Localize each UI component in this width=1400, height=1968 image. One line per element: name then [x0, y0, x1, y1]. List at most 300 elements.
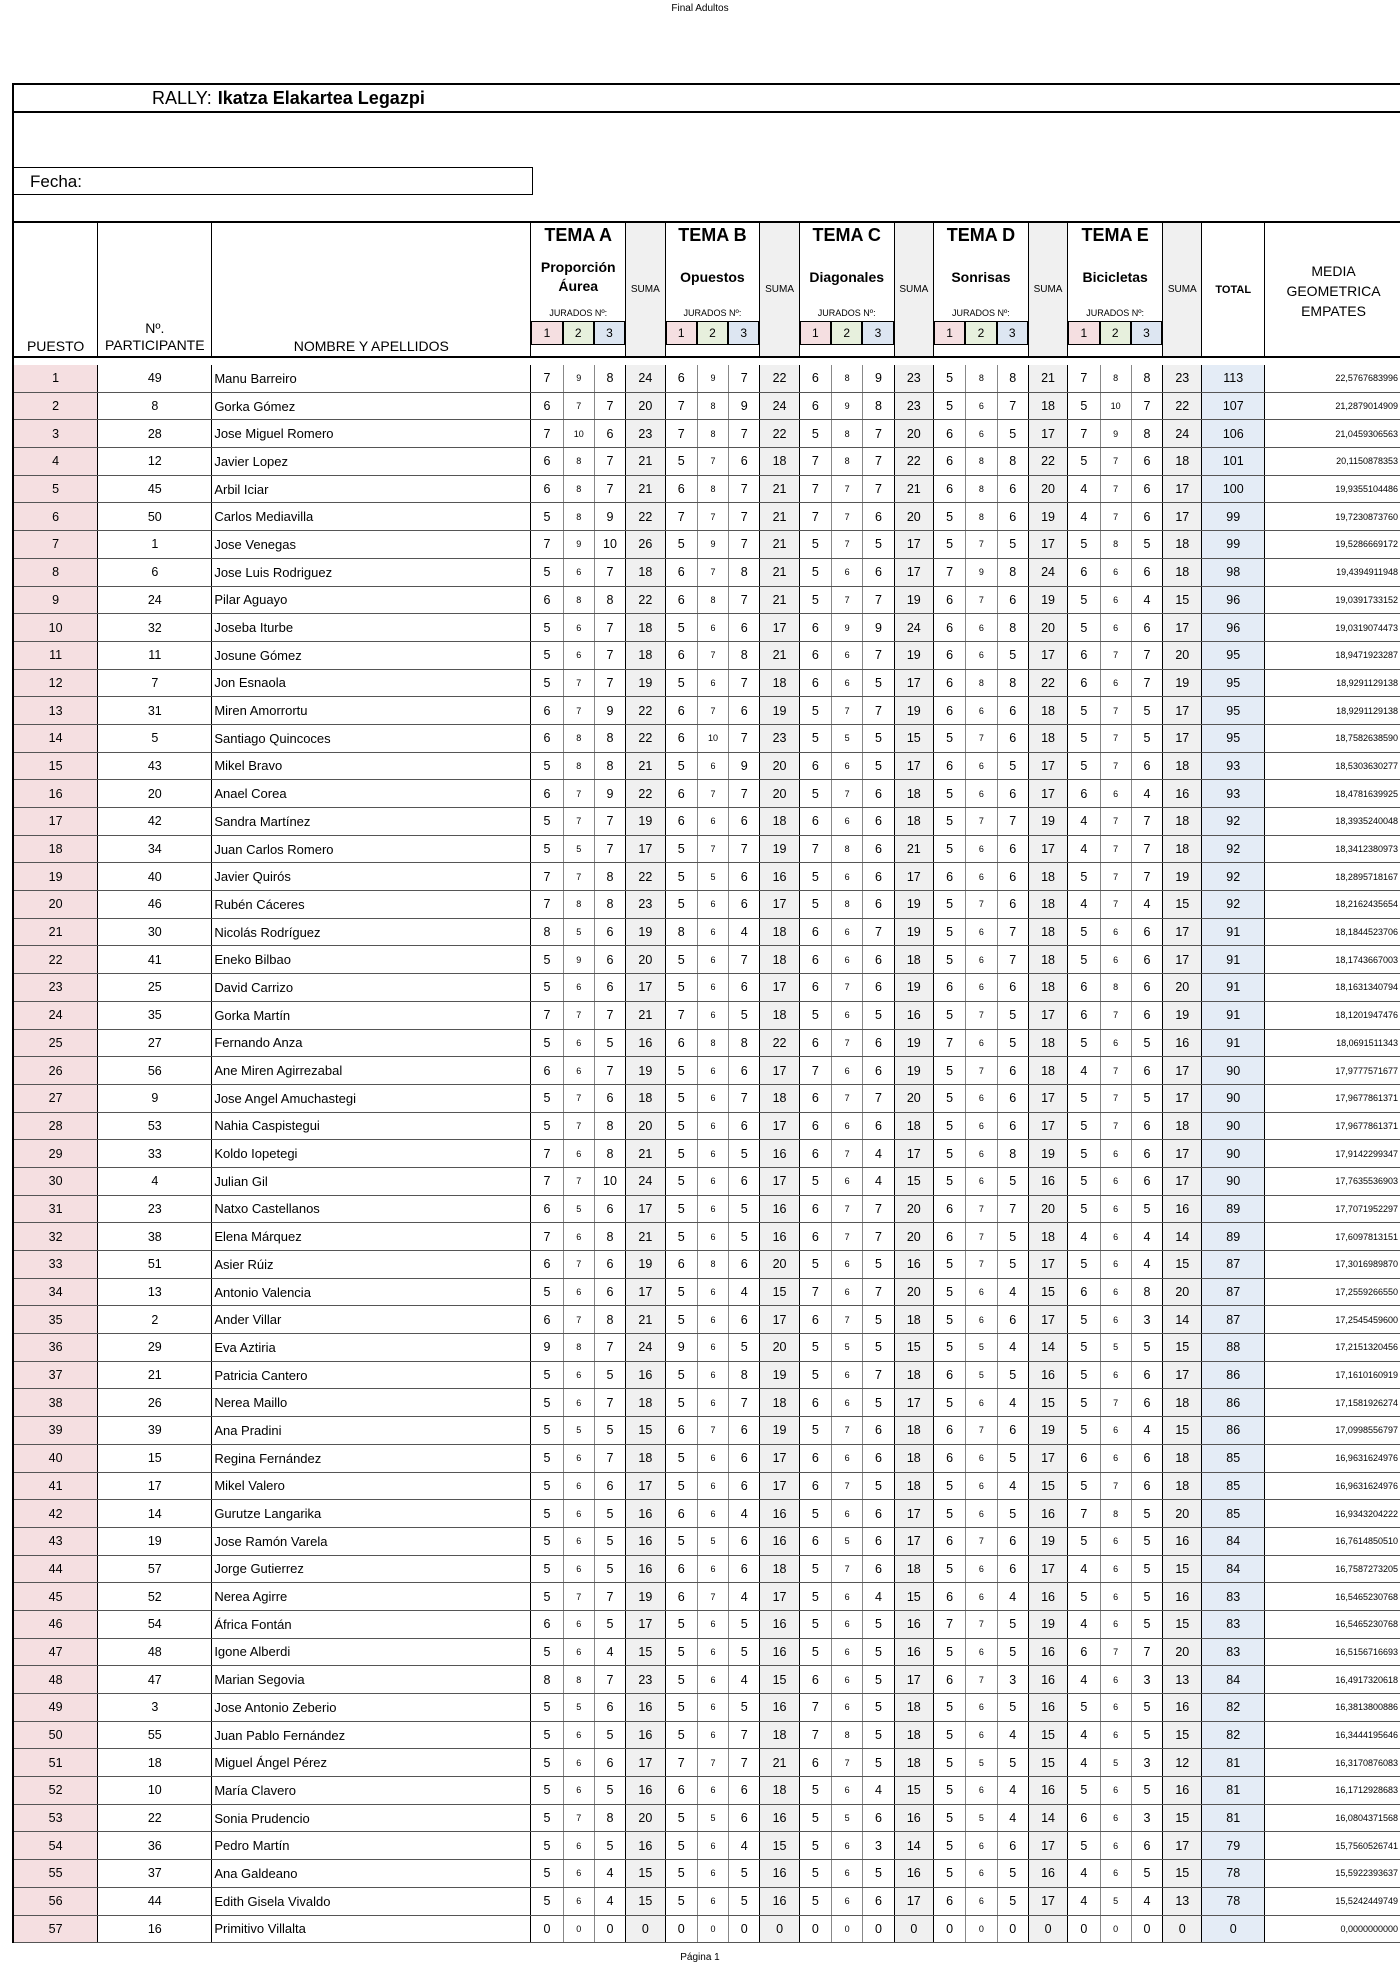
nombre-cell: Jose Antonio Zeberio — [212, 1694, 531, 1722]
juror-score-cell: 5 — [799, 891, 831, 919]
media-cell: 17,2151320456 — [1265, 1334, 1400, 1362]
juror-score-cell: 3 — [997, 1666, 1028, 1694]
suma-cell: 17 — [1163, 946, 1202, 974]
suma-cell: 17 — [760, 1583, 799, 1611]
juror-score-cell: 6 — [729, 1777, 760, 1805]
puesto-cell: 45 — [14, 1583, 98, 1611]
nombre-cell: Jorge Gutierrez — [212, 1555, 531, 1583]
juror-score-cell: 7 — [832, 1417, 863, 1445]
juror-score-cell: 5 — [531, 752, 563, 780]
juror-score-cell: 5 — [799, 586, 831, 614]
juror-score-cell: 6 — [1100, 558, 1131, 586]
juror-score-cell: 5 — [531, 1555, 563, 1583]
juror-score-cell: 9 — [966, 558, 997, 586]
juror-3-header: 3 — [1131, 321, 1162, 345]
juror-score-cell: 8 — [697, 1251, 728, 1279]
juror-score-cell: 6 — [933, 697, 965, 725]
participante-cell: 10 — [98, 1777, 212, 1805]
juror-score-cell: 7 — [563, 392, 594, 420]
juror-score-cell: 7 — [863, 641, 894, 669]
table-row — [14, 531, 1400, 559]
juror-score-cell: 5 — [594, 1029, 625, 1057]
juror-score-cell: 4 — [1068, 475, 1100, 503]
juror-score-cell: 6 — [933, 1223, 965, 1251]
suma-cell: 16 — [1028, 1860, 1067, 1888]
nombre-cell: Fernando Anza — [212, 1029, 531, 1057]
suma-cell: 17 — [1028, 780, 1067, 808]
juror-score-cell: 5 — [665, 752, 697, 780]
juror-score-cell: 6 — [933, 1887, 965, 1915]
juror-score-cell: 4 — [1068, 1666, 1100, 1694]
juror-score-cell: 6 — [832, 752, 863, 780]
nombre-cell: Juan Carlos Romero — [212, 835, 531, 863]
juror-score-cell: 6 — [799, 614, 831, 642]
juror-score-cell: 7 — [665, 392, 697, 420]
suma-cell: 18 — [894, 780, 933, 808]
table-row — [14, 1777, 1400, 1805]
juror-score-cell: 5 — [1131, 531, 1162, 559]
juror-score-cell: 5 — [665, 1057, 697, 1085]
media-cell: 21,2879014909 — [1265, 392, 1400, 420]
juror-score-cell: 6 — [729, 808, 760, 836]
juror-score-cell: 6 — [966, 1140, 997, 1168]
table-row — [14, 752, 1400, 780]
juror-score-cell: 6 — [665, 558, 697, 586]
puesto-cell: 21 — [14, 918, 98, 946]
juror-score-cell: 6 — [697, 1140, 728, 1168]
suma-cell: 21 — [760, 586, 799, 614]
juror-score-cell: 5 — [997, 1444, 1028, 1472]
juror-score-cell: 6 — [966, 420, 997, 448]
juror-score-cell: 6 — [697, 1694, 728, 1722]
suma-cell: 16 — [626, 1694, 665, 1722]
juror-score-cell: 7 — [594, 392, 625, 420]
suma-cell: 16 — [1028, 1500, 1067, 1528]
media-cell: 16,4917320618 — [1265, 1666, 1400, 1694]
juror-score-cell: 5 — [594, 1361, 625, 1389]
tema-c-title: TEMA C — [812, 225, 881, 245]
media-cell: 16,0804371568 — [1265, 1804, 1400, 1832]
juror-score-cell: 6 — [1131, 558, 1162, 586]
juror-score-cell: 6 — [799, 808, 831, 836]
juror-score-cell: 6 — [1131, 1140, 1162, 1168]
juror-score-cell: 5 — [1068, 752, 1100, 780]
suma-cell: 18 — [760, 1777, 799, 1805]
juror-score-cell: 6 — [729, 1251, 760, 1279]
table-row — [14, 475, 1400, 503]
nombre-cell: Gurutze Langarika — [212, 1500, 531, 1528]
col-media-label: MEDIA GEOMETRICA EMPATES — [1286, 263, 1381, 319]
juror-score-cell: 5 — [799, 1638, 831, 1666]
juror-score-cell: 5 — [1131, 1721, 1162, 1749]
juror-score-cell: 7 — [594, 558, 625, 586]
suma-cell: 18 — [760, 1084, 799, 1112]
suma-cell: 18 — [1028, 392, 1067, 420]
suma-cell: 16 — [1028, 1666, 1067, 1694]
media-cell: 18,7582638590 — [1265, 724, 1400, 752]
juror-score-cell: 5 — [933, 1140, 965, 1168]
suma-cell: 22 — [760, 1029, 799, 1057]
juror-score-cell: 6 — [997, 1417, 1028, 1445]
juror-score-cell: 6 — [697, 1195, 728, 1223]
media-cell: 18,2162435654 — [1265, 891, 1400, 919]
results-body — [14, 365, 1400, 1943]
juror-score-cell: 7 — [1100, 697, 1131, 725]
suma-cell: 21 — [894, 835, 933, 863]
juror-score-cell: 6 — [933, 641, 965, 669]
juror-score-cell: 5 — [665, 1278, 697, 1306]
juror-score-cell: 6 — [729, 1444, 760, 1472]
juror-score-cell: 5 — [933, 1777, 965, 1805]
juror-score-cell: 6 — [1068, 1804, 1100, 1832]
juror-score-cell: 5 — [933, 835, 965, 863]
juror-score-cell: 6 — [933, 475, 965, 503]
suma-cell: 20 — [894, 1195, 933, 1223]
juror-score-cell: 5 — [594, 1832, 625, 1860]
nombre-cell: Josune Gómez — [212, 641, 531, 669]
juror-score-cell: 6 — [933, 586, 965, 614]
juror-score-cell: 6 — [1068, 1278, 1100, 1306]
juror-score-cell: 6 — [729, 974, 760, 1002]
juror-score-cell: 5 — [1131, 1555, 1162, 1583]
suma-cell: 18 — [1028, 1029, 1067, 1057]
juror-score-cell: 4 — [997, 1583, 1028, 1611]
suma-cell: 18 — [626, 641, 665, 669]
juror-score-cell: 6 — [729, 1555, 760, 1583]
juror-score-cell: 5 — [832, 1804, 863, 1832]
juror-score-cell: 6 — [1131, 1167, 1162, 1195]
suma-cell: 21 — [626, 752, 665, 780]
total-cell: 95 — [1202, 669, 1265, 697]
media-cell: 17,3016989870 — [1265, 1251, 1400, 1279]
nombre-cell: Nahia Caspistegui — [212, 1112, 531, 1140]
juror-score-cell: 4 — [594, 1887, 625, 1915]
juror-score-cell: 6 — [594, 1084, 625, 1112]
juror-score-cell: 6 — [1131, 946, 1162, 974]
juror-score-cell: 0 — [665, 1915, 697, 1943]
juror-score-cell: 5 — [697, 1527, 728, 1555]
media-cell: 16,3170876083 — [1265, 1749, 1400, 1777]
juror-score-cell: 6 — [594, 1251, 625, 1279]
suma-cell: 17 — [894, 863, 933, 891]
juror-score-cell: 7 — [799, 835, 831, 863]
juror-score-cell: 6 — [697, 1389, 728, 1417]
juror-score-cell: 8 — [729, 1029, 760, 1057]
juror-score-cell: 6 — [997, 1112, 1028, 1140]
media-cell: 19,9355104486 — [1265, 475, 1400, 503]
juror-score-cell: 6 — [1068, 558, 1100, 586]
participante-cell: 20 — [98, 780, 212, 808]
table-row — [14, 780, 1400, 808]
juror-score-cell: 8 — [966, 448, 997, 476]
juror-score-cell: 6 — [966, 1278, 997, 1306]
juror-score-cell: 6 — [697, 1777, 728, 1805]
juror-score-cell: 5 — [1068, 1472, 1100, 1500]
juror-score-cell: 9 — [863, 365, 894, 392]
suma-cell: 17 — [760, 974, 799, 1002]
suma-cell: 18 — [760, 1001, 799, 1029]
juror-score-cell: 7 — [697, 448, 728, 476]
juror-score-cell: 6 — [832, 1112, 863, 1140]
juror-score-cell: 6 — [933, 1195, 965, 1223]
juror-score-cell: 0 — [1100, 1915, 1131, 1943]
suma-cell: 15 — [626, 1417, 665, 1445]
juror-score-cell: 6 — [1131, 918, 1162, 946]
suma-cell: 19 — [1028, 808, 1067, 836]
juror-score-cell: 5 — [1100, 1887, 1131, 1915]
juror-score-cell: 6 — [863, 1887, 894, 1915]
juror-score-cell: 6 — [1131, 1057, 1162, 1085]
media-cell: 18,3412380973 — [1265, 835, 1400, 863]
suma-cell: 15 — [626, 1887, 665, 1915]
juror-score-cell: 6 — [1131, 448, 1162, 476]
total-cell: 106 — [1202, 420, 1265, 448]
juror-score-cell: 8 — [594, 1804, 625, 1832]
juror-score-cell: 5 — [863, 724, 894, 752]
juror-score-cell: 5 — [799, 724, 831, 752]
juror-score-cell: 7 — [832, 475, 863, 503]
juror-score-cell: 7 — [863, 697, 894, 725]
juror-score-cell: 5 — [563, 1694, 594, 1722]
juror-score-cell: 7 — [729, 503, 760, 531]
juror-score-cell: 6 — [563, 1721, 594, 1749]
juror-score-cell: 7 — [563, 808, 594, 836]
juror-score-cell: 6 — [729, 1417, 760, 1445]
juror-score-cell: 6 — [563, 1638, 594, 1666]
nombre-cell: Jose Venegas — [212, 531, 531, 559]
juror-score-cell: 6 — [665, 1583, 697, 1611]
juror-score-cell: 4 — [997, 1472, 1028, 1500]
suma-cell: 21 — [626, 475, 665, 503]
suma-cell: 20 — [1028, 475, 1067, 503]
juror-score-cell: 6 — [863, 974, 894, 1002]
juror-score-cell: 6 — [966, 1638, 997, 1666]
juror-score-cell: 4 — [1068, 835, 1100, 863]
juror-score-cell: 7 — [594, 475, 625, 503]
juror-score-cell: 5 — [1068, 724, 1100, 752]
juror-score-cell: 7 — [863, 918, 894, 946]
juror-score-cell: 6 — [1100, 1278, 1131, 1306]
juror-score-cell: 7 — [966, 1251, 997, 1279]
table-row — [14, 1832, 1400, 1860]
total-cell: 93 — [1202, 780, 1265, 808]
juror-score-cell: 5 — [997, 1029, 1028, 1057]
juror-score-cell: 5 — [799, 1251, 831, 1279]
juror-score-cell: 6 — [1100, 1583, 1131, 1611]
juror-score-cell: 6 — [697, 1223, 728, 1251]
juror-score-cell: 6 — [933, 1444, 965, 1472]
juror-score-cell: 6 — [697, 1306, 728, 1334]
juror-score-cell: 5 — [933, 1860, 965, 1888]
juror-score-cell: 7 — [563, 1167, 594, 1195]
juror-score-cell: 7 — [697, 558, 728, 586]
suma-cell: 17 — [626, 1278, 665, 1306]
nombre-cell: Eneko Bilbao — [212, 946, 531, 974]
juror-score-cell: 6 — [933, 1361, 965, 1389]
juror-score-cell: 5 — [1068, 1084, 1100, 1112]
table-row — [14, 392, 1400, 420]
juror-score-cell: 6 — [799, 365, 831, 392]
suma-cell: 17 — [1163, 724, 1202, 752]
juror-score-cell: 0 — [697, 1915, 728, 1943]
puesto-cell: 27 — [14, 1084, 98, 1112]
suma-cell: 20 — [1163, 1500, 1202, 1528]
suma-cell: 15 — [626, 1860, 665, 1888]
suma-cell: 16 — [760, 1638, 799, 1666]
juror-score-cell: 5 — [863, 1721, 894, 1749]
media-cell: 18,3935240048 — [1265, 808, 1400, 836]
nombre-cell: Ander Villar — [212, 1306, 531, 1334]
total-cell: 92 — [1202, 835, 1265, 863]
juror-score-cell: 6 — [531, 1306, 563, 1334]
fecha-field[interactable] — [14, 167, 533, 195]
juror-score-cell: 6 — [1068, 974, 1100, 1002]
juror-score-cell: 6 — [729, 1306, 760, 1334]
juror-score-cell: 8 — [594, 1112, 625, 1140]
total-cell: 90 — [1202, 1112, 1265, 1140]
suma-cell: 20 — [760, 752, 799, 780]
suma-cell: 18 — [626, 558, 665, 586]
suma-cell: 15 — [894, 1334, 933, 1362]
juror-score-cell: 5 — [832, 1527, 863, 1555]
juror-score-cell: 4 — [594, 1860, 625, 1888]
table-row — [14, 1195, 1400, 1223]
juror-score-cell: 7 — [665, 503, 697, 531]
nombre-cell: Ane Miren Agirrezabal — [212, 1057, 531, 1085]
suma-cell: 18 — [1028, 1057, 1067, 1085]
juror-score-cell: 9 — [832, 392, 863, 420]
puesto-cell: 52 — [14, 1777, 98, 1805]
table-row — [14, 1029, 1400, 1057]
total-cell: 99 — [1202, 531, 1265, 559]
suma-cell: 16 — [760, 863, 799, 891]
suma-cell: 24 — [626, 1167, 665, 1195]
juror-score-cell: 6 — [997, 1527, 1028, 1555]
media-cell: 16,7614850510 — [1265, 1527, 1400, 1555]
juror-score-cell: 5 — [863, 1001, 894, 1029]
nombre-cell: Natxo Castellanos — [212, 1195, 531, 1223]
juror-score-cell: 6 — [563, 1029, 594, 1057]
col-num-label: Nº. — [145, 320, 165, 336]
suma-cell: 18 — [894, 1721, 933, 1749]
total-cell: 85 — [1202, 1444, 1265, 1472]
suma-cell: 0 — [760, 1915, 799, 1943]
juror-score-cell: 4 — [1068, 1223, 1100, 1251]
juror-score-cell: 7 — [863, 1361, 894, 1389]
juror-score-cell: 4 — [1068, 1887, 1100, 1915]
total-cell: 85 — [1202, 1500, 1265, 1528]
juror-score-cell: 4 — [1131, 1417, 1162, 1445]
puesto-cell: 1 — [14, 365, 98, 392]
table-row — [14, 1251, 1400, 1279]
suma-cell: 15 — [760, 1666, 799, 1694]
suma-cell: 19 — [894, 974, 933, 1002]
juror-score-cell: 5 — [729, 1223, 760, 1251]
juror-score-cell: 7 — [531, 863, 563, 891]
total-cell: 78 — [1202, 1887, 1265, 1915]
total-cell: 86 — [1202, 1389, 1265, 1417]
juror-score-cell: 7 — [832, 586, 863, 614]
juror-score-cell: 7 — [531, 1223, 563, 1251]
juror-score-cell: 5 — [697, 863, 728, 891]
suma-cell: 19 — [626, 918, 665, 946]
participante-cell: 57 — [98, 1555, 212, 1583]
suma-cell: 21 — [1028, 365, 1067, 392]
juror-score-cell: 5 — [531, 835, 563, 863]
juror-score-cell: 6 — [665, 808, 697, 836]
suma-cell: 19 — [760, 697, 799, 725]
juror-score-cell: 7 — [1100, 1057, 1131, 1085]
suma-cell: 22 — [626, 863, 665, 891]
juror-score-cell: 5 — [863, 1334, 894, 1362]
suma-cell: 19 — [894, 1057, 933, 1085]
juror-score-cell: 7 — [729, 780, 760, 808]
juror-score-cell: 7 — [832, 1029, 863, 1057]
table-row — [14, 835, 1400, 863]
juror-score-cell: 7 — [563, 863, 594, 891]
juror-score-cell: 7 — [997, 392, 1028, 420]
juror-score-cell: 6 — [563, 1527, 594, 1555]
juror-score-cell: 7 — [832, 1472, 863, 1500]
total-cell: 78 — [1202, 1860, 1265, 1888]
juror-score-cell: 0 — [997, 1915, 1028, 1943]
juror-score-cell: 7 — [697, 780, 728, 808]
juror-score-cell: 7 — [563, 1804, 594, 1832]
juror-score-cell: 7 — [594, 614, 625, 642]
juror-score-cell: 5 — [997, 1749, 1028, 1777]
juror-score-cell: 7 — [966, 808, 997, 836]
table-row — [14, 918, 1400, 946]
juror-score-cell: 6 — [966, 1777, 997, 1805]
juror-score-cell: 6 — [665, 1500, 697, 1528]
juror-score-cell: 4 — [1068, 1860, 1100, 1888]
juror-1-header: 1 — [531, 321, 562, 345]
suma-cell: 20 — [760, 780, 799, 808]
juror-score-cell: 6 — [997, 586, 1028, 614]
suma-cell: 24 — [894, 614, 933, 642]
suma-cell: 15 — [1163, 1251, 1202, 1279]
tema-e-sub: Bicicletas — [1082, 268, 1148, 285]
juror-score-cell: 7 — [832, 974, 863, 1002]
juror-score-cell: 6 — [531, 448, 563, 476]
juror-score-cell: 6 — [697, 918, 728, 946]
media-cell: 16,9343204222 — [1265, 1500, 1400, 1528]
suma-cell: 17 — [1163, 1167, 1202, 1195]
juror-score-cell: 7 — [729, 946, 760, 974]
juror-score-cell: 7 — [966, 1057, 997, 1085]
suma-cell: 20 — [760, 1334, 799, 1362]
total-cell: 88 — [1202, 1334, 1265, 1362]
total-cell: 83 — [1202, 1583, 1265, 1611]
participante-cell: 26 — [98, 1389, 212, 1417]
juror-score-cell: 9 — [665, 1334, 697, 1362]
table-row — [14, 1167, 1400, 1195]
juror-score-cell: 5 — [799, 1804, 831, 1832]
juror-score-cell: 6 — [697, 1860, 728, 1888]
juror-score-cell: 6 — [863, 1444, 894, 1472]
juror-score-cell: 9 — [594, 780, 625, 808]
table-row — [14, 1887, 1400, 1915]
suma-cell: 14 — [894, 1832, 933, 1860]
juror-score-cell: 5 — [1131, 1583, 1162, 1611]
juror-score-cell: 8 — [594, 1140, 625, 1168]
juror-score-cell: 8 — [563, 891, 594, 919]
table-row — [14, 1444, 1400, 1472]
juror-score-cell: 6 — [563, 1777, 594, 1805]
suma-cell: 19 — [1028, 1527, 1067, 1555]
juror-score-cell: 6 — [1100, 1029, 1131, 1057]
suma-cell: 15 — [1163, 1610, 1202, 1638]
